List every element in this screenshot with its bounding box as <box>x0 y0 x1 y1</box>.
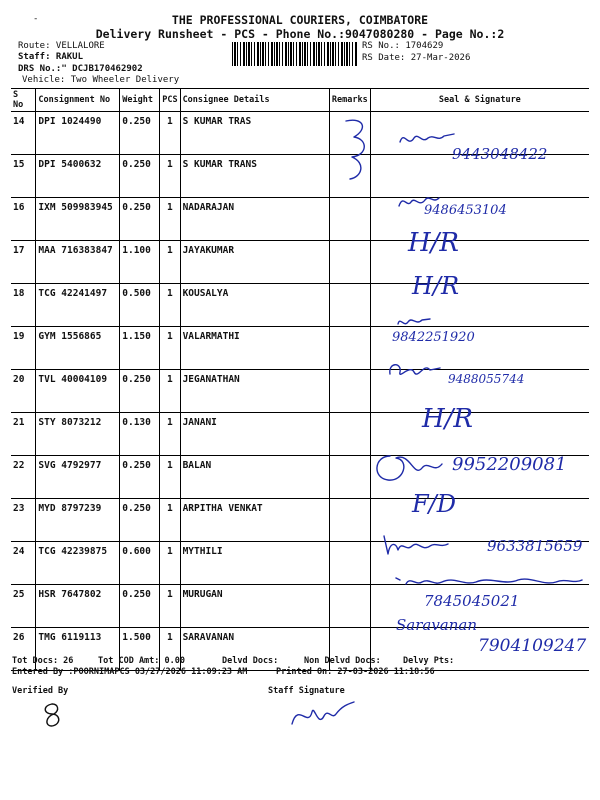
total-cod-amount: Tot COD Amt: 0.00 <box>98 656 185 666</box>
cell-remarks <box>329 413 370 456</box>
cell-weight: 1.100 <box>120 241 160 284</box>
cell-sno: 24 <box>11 542 36 585</box>
cell-sno: 16 <box>11 198 36 241</box>
cell-sno: 15 <box>11 155 36 198</box>
verified-by-label: Verified By <box>12 686 69 696</box>
cell-sno: 22 <box>11 456 36 499</box>
company-title: THE PROFESSIONAL COURIERS, COIMBATORE <box>171 13 429 27</box>
remarks-signature-scribble <box>338 115 378 185</box>
delivery-points: Delvy Pts: <box>403 656 455 666</box>
handwritten-hr-row18: H/R <box>412 272 460 300</box>
signature-row19 <box>396 314 432 330</box>
cell-consignee: MURUGAN <box>180 585 329 628</box>
cell-sno: 25 <box>11 585 36 628</box>
cell-consignment-no: IXM 509983945 <box>36 198 120 241</box>
handwritten-phone-row22: 9952209081 <box>452 454 567 475</box>
signature-row22 <box>370 448 446 488</box>
rs-date: RS Date: 27-Mar-2026 <box>362 53 471 63</box>
cell-pcs: 1 <box>160 585 180 628</box>
cell-consignment-no: TCG 42239875 <box>36 542 120 585</box>
cell-remarks <box>329 284 370 327</box>
handwritten-phone-row20: 9488055744 <box>448 372 525 386</box>
handwritten-name-row26: Saravanan <box>396 616 478 634</box>
table-row <box>11 327 589 370</box>
cell-seal-signature <box>370 241 589 284</box>
handwritten-phone-row24: 9633815659 <box>487 537 583 555</box>
cell-weight: 1.500 <box>120 628 160 671</box>
staff-signature-label: Staff Signature <box>268 686 345 696</box>
cell-consignment-no: TVL 40004109 <box>36 370 120 413</box>
cell-consignment-no: MYD 8797239 <box>36 499 120 542</box>
cell-remarks <box>329 241 370 284</box>
cell-consignee: S KUMAR TRANS <box>180 155 329 198</box>
col-pcs: PCS <box>160 89 180 112</box>
verifier-signature <box>40 700 66 730</box>
handwritten-phone-row15: 9443048422 <box>452 145 548 163</box>
barcode-image <box>232 42 358 66</box>
cell-weight: 0.250 <box>120 456 160 499</box>
cell-consignee: NADARAJAN <box>180 198 329 241</box>
cell-sno: 23 <box>11 499 36 542</box>
cell-pcs: 1 <box>160 284 180 327</box>
table-header-row <box>11 89 589 112</box>
cell-consignee: S KUMAR TRAS <box>180 112 329 155</box>
cell-remarks <box>329 499 370 542</box>
table-row <box>11 413 589 456</box>
handwritten-phone-row16: 9486453104 <box>424 203 507 218</box>
cell-consignee: KOUSALYA <box>180 284 329 327</box>
cell-weight: 0.250 <box>120 370 160 413</box>
cell-sno: 20 <box>11 370 36 413</box>
table-row <box>11 284 589 327</box>
cell-weight: 0.130 <box>120 413 160 456</box>
non-delivered-docs: Non Delvd Docs: <box>304 656 381 666</box>
cell-consignment-no: STY 8073212 <box>36 413 120 456</box>
handwritten-hr-row21: H/R <box>422 404 474 434</box>
cell-consignee: JAYAKUMAR <box>180 241 329 284</box>
col-consignee: Consignee Details <box>180 89 329 112</box>
cell-consignment-no: MAA 716383847 <box>36 241 120 284</box>
cell-weight: 1.150 <box>120 327 160 370</box>
cell-consignee: MYTHILI <box>180 542 329 585</box>
cell-consignee: ARPITHA VENKAT <box>180 499 329 542</box>
delivered-docs: Delvd Docs: <box>222 656 279 666</box>
cell-remarks <box>329 327 370 370</box>
cell-sno: 21 <box>11 413 36 456</box>
col-seal-signature: Seal & Signature <box>370 89 589 112</box>
cell-consignee: SARAVANAN <box>180 628 329 671</box>
cell-consignment-no: GYM 1556865 <box>36 327 120 370</box>
cell-pcs: 1 <box>160 456 180 499</box>
cell-weight: 0.500 <box>120 284 160 327</box>
cell-pcs: 1 <box>160 327 180 370</box>
handwritten-hr-row17: H/R <box>408 228 460 258</box>
vehicle-label: Vehicle: Two Wheeler Delivery <box>22 75 180 85</box>
cell-sno: 18 <box>11 284 36 327</box>
rs-number: RS No.: 1704629 <box>362 41 444 51</box>
cell-weight: 0.250 <box>120 585 160 628</box>
cell-pcs: 1 <box>160 370 180 413</box>
handwritten-phone-row25: 7845045021 <box>424 592 520 610</box>
cell-pcs: 1 <box>160 155 180 198</box>
handwritten-fd-row23: F/D <box>412 490 456 518</box>
cell-remarks <box>329 198 370 241</box>
total-docs: Tot Docs: 26 <box>12 656 74 666</box>
cell-consignment-no: DPI 1024490 <box>36 112 120 155</box>
staff-label: Staff: RAKUL <box>18 52 84 62</box>
col-consignment: Consignment No <box>36 89 120 112</box>
drs-number: DRS No.:" DCJB170462902 <box>18 64 143 74</box>
cell-consignee: VALARMATHI <box>180 327 329 370</box>
cell-consignee: JEGANATHAN <box>180 370 329 413</box>
signature-row25 <box>394 572 584 592</box>
table-row <box>11 499 589 542</box>
cell-consignment-no: TMG 6119113 <box>36 628 120 671</box>
cell-consignment-no: DPI 5400632 <box>36 155 120 198</box>
cell-remarks <box>329 456 370 499</box>
cell-consignee: JANANI <box>180 413 329 456</box>
cell-pcs: 1 <box>160 628 180 671</box>
cell-weight: 0.250 <box>120 112 160 155</box>
route-label: Route: VELLALORE <box>18 41 105 51</box>
cell-remarks <box>329 585 370 628</box>
signature-row20 <box>386 360 442 384</box>
col-sno: S No <box>11 89 36 112</box>
cell-weight: 0.250 <box>120 155 160 198</box>
col-weight: Weight <box>120 89 160 112</box>
cell-remarks <box>329 370 370 413</box>
staff-signature <box>288 698 358 732</box>
cell-pcs: 1 <box>160 413 180 456</box>
cell-sno: 26 <box>11 628 36 671</box>
table-row <box>11 241 589 284</box>
cell-consignment-no: TCG 42241497 <box>36 284 120 327</box>
header-dash: - <box>33 14 39 24</box>
cell-sno: 14 <box>11 112 36 155</box>
cell-remarks <box>329 542 370 585</box>
runsheet-subtitle: Delivery Runsheet - PCS - Phone No.:9047080280 - Page No.:2 <box>95 27 505 41</box>
cell-sno: 19 <box>11 327 36 370</box>
printed-on: Printed On: 27-03-2026 11:18:56 <box>276 667 435 677</box>
cell-pcs: 1 <box>160 112 180 155</box>
signature-row15 <box>398 128 458 150</box>
cell-pcs: 1 <box>160 198 180 241</box>
handwritten-phone-row19: 9842251920 <box>392 330 475 345</box>
cell-pcs: 1 <box>160 499 180 542</box>
entered-by: Entered By :POORNIMAPCS 03/27/2026 11:09:23 AM <box>12 667 248 677</box>
cell-pcs: 1 <box>160 542 180 585</box>
cell-weight: 0.600 <box>120 542 160 585</box>
cell-weight: 0.250 <box>120 499 160 542</box>
col-remarks: Remarks <box>329 89 370 112</box>
cell-sno: 17 <box>11 241 36 284</box>
cell-pcs: 1 <box>160 241 180 284</box>
cell-consignee: BALAN <box>180 456 329 499</box>
cell-weight: 0.250 <box>120 198 160 241</box>
cell-consignment-no: HSR 7647802 <box>36 585 120 628</box>
handwritten-phone-row26: 7904109247 <box>478 636 587 656</box>
cell-consignment-no: SVG 4792977 <box>36 456 120 499</box>
signature-row24 <box>380 532 450 558</box>
